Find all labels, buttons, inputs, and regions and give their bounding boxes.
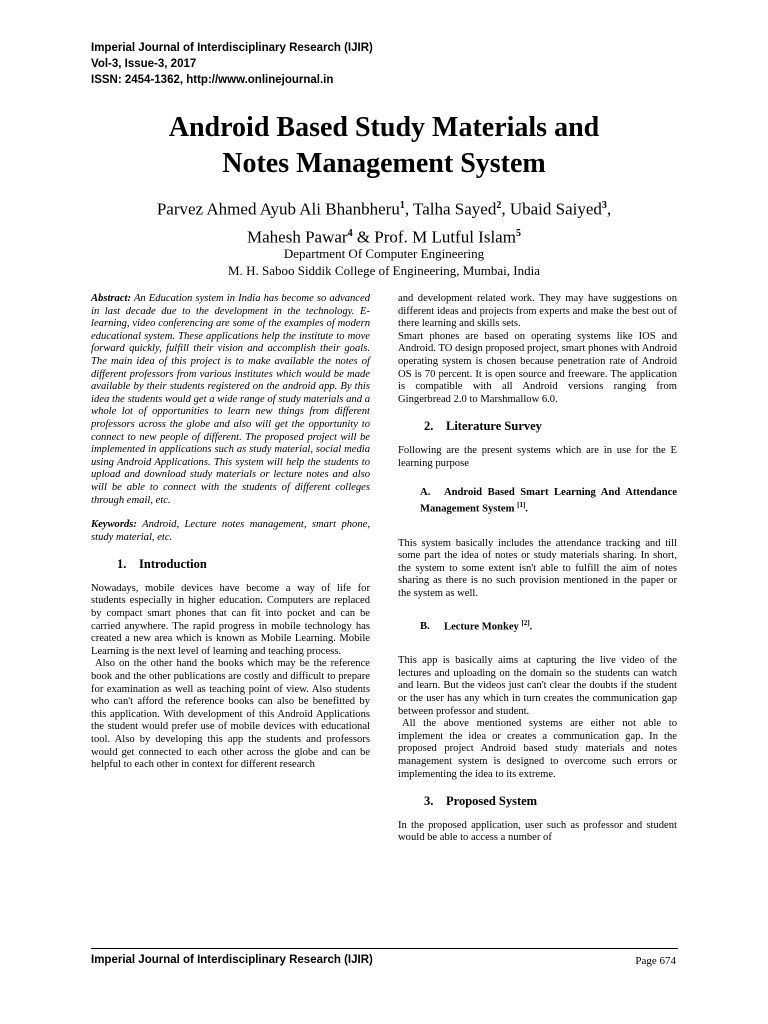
left-column [91,293,370,772]
running-header [91,40,373,88]
footer-journal: Imperial Journal of Interdisciplinary Research (IJIR) [91,954,373,966]
right-column [398,293,677,845]
college: M. H. Saboo Siddik College of Engineering, Mumbai, India [228,263,540,278]
paragraph: All the above mentioned systems are either not able to implement the idea or creates a communication gap. In the proposed project Android based study materials and notes management system is designed to overcome such errors or implementing the idea to its extreme. [398,718,677,780]
paragraph: Smart phones are based on operating systems like IOS and Android. TO design proposed project, smart phones with Android operating system is chosen because penetration rate of Android OS is 70 percent. It is open source and freeware. The application is compatible with all Android versions ranging from Gingerbread 2.0 to Marshmallow 6.0. [398,330,677,405]
paragraph: This system basically includes the attendance tracking and till some part the idea of notes or study materials sharing. In short, the system to some extent isn't able to fulfill the aim of notes sharing as there is no such provision mentioned in the paper or the system as well. [398,537,677,600]
department: Department Of Computer Engineering [283,246,485,261]
issn-info: ISSN: 2454-1362, http://www.onlinejournal.in [91,74,334,86]
paragraph: Following are the present systems which are in use for the E learning purpose [398,444,677,469]
paragraph: and development related work. They may have suggestions on different ideas and projects from experts and make the best out of there learning and skills sets. [398,293,677,330]
subsection-heading-a: A. Android Based Smart Learning And Attendance Management System [1]. [420,487,677,515]
abstract: Abstract: An Education system in India has become so advanced in last decade due to the development in the technology. E-learning, video conferencing are some of the examples of modern educational system. These applications help the institute to move forward quickly, fulfill their vision and accomplish their goals. The main idea of this project is to make available the notes of different professors from various institutes which would be made available by their students registered on the android app. By this idea the students would get a wide range of study materials and a whole lot of opportunities to learn new things from different professors across the globe and also will get the opportunity to connect to new people of different. The proposed project will be implemented in applications such as study material, social media using Android Applications. This system will help the students to upload and download study materials or lecture notes and also will be able to connect with the students of different colleges through email, etc. [91,293,370,506]
author-list: Parvez Ahmed Ayub Ali Bhanbheru$^1$, Talha Sayed$^2$, Ubaid Saiyed$^3$, Mahesh Pawar$^4$ & Prof. M Lutful Islam$^5$ [156,199,612,247]
subsection-heading-b: B. Lecture Monkey [2]. [420,618,533,633]
section-heading-proposed-system: 3. Proposed System [424,794,538,809]
keywords: Keywords: Android, Lecture notes management, smart phone, study material, etc. [91,519,370,543]
footer-divider [91,948,678,949]
paragraph: Also on the other hand the books which may be the reference book and the other publications are costly and difficult to prepare for examination as well as teaching point of view. Also students who can't afford the reference books can also be benefitted by this application. With development of this Android Applications the student would prefer use of mobile devices with educational tool. Also by developing this app the students and professors would get connected to each other across the globe and can be helpful to each other in context for different research [91,658,370,771]
paper-title: Android Based Study Materials and Notes Management System [168,112,600,179]
section-heading-introduction: 1. Introduction [117,557,207,572]
section-heading-literature-survey: 2. Literature Survey [424,419,542,434]
paragraph: This app is basically aims at capturing the live video of the lectures and uploading on the domain so the students can watch and learn. But the videos just can't clear the doubts if the student or the user has any which in turn creates the communication gap between professor and student. [398,655,677,717]
volume-info: Vol-3, Issue-3, 2017 [91,58,197,70]
paragraph: In the proposed application, user such as professor and student would be able to access a number of [398,819,677,844]
journal-name: Imperial Journal of Interdisciplinary Research (IJIR) [91,42,373,54]
affiliation [60,245,708,279]
page-number: Page 674 [635,955,676,967]
paragraph: Nowadays, mobile devices have become a way of life for students especially in higher education. Computers are replaced by compact smart phones that can fit into pocket and can be carried anywhere. The rapid progress in mobile technology has created a new area which is known as Mobile Learning. Mobile Learning is the next level of learning and teaching process. [91,582,370,657]
